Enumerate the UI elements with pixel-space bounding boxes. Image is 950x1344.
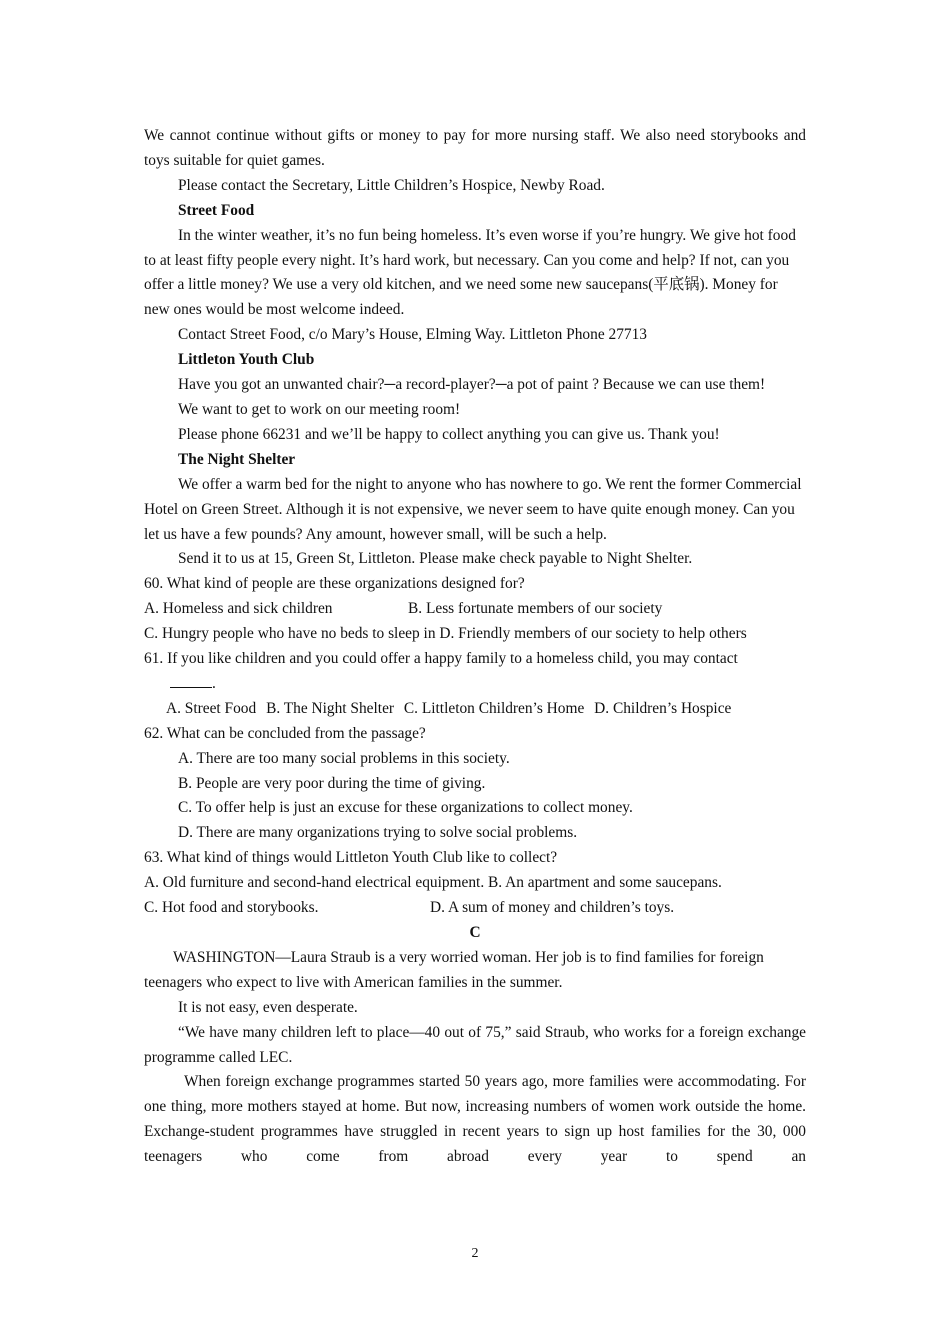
document-page [144,124,806,1170]
option-63-d: D. A sum of money and children’s toys. [430,899,675,917]
youth-club-contact: Please phone 66231 and we’ll be happy to collect anything you can give us. Thank you! [178,425,720,443]
question-60-stem: 60. What kind of people are these organizations designed for? [144,575,525,593]
question-61-text: 61. If you like children and you could offer a happy family to a homeless child, you may contact [144,650,738,668]
option-60-cd: C. Hungry people who have no beds to sleep in D. Friendly members of our society to help others [144,625,747,643]
heading-youth-club: Littleton Youth Club [178,351,315,369]
option-61-d: D. Children’s Hospice [594,699,732,717]
answer-blank [170,673,212,688]
question-61-stem [144,647,806,672]
option-60-a: A. Homeless and sick children [144,600,333,618]
hospice-paragraph: We cannot continue without gifts or money to pay for more nursing staff. We also need storybooks and toys suitable for quiet games. [144,127,806,169]
option-62-a: A. There are too many social problems in this society. [178,749,510,767]
option-62-b: B. People are very poor during the time of giving. [178,774,486,792]
option-60-b: B. Less fortunate members of our society [408,600,663,618]
passage-c-paragraph-1: WASHINGTON—Laura Straub is a very worried woman. Her job is to find families for foreign teenagers who expect to live with American families in the summer. [144,948,764,991]
street-food-paragraph: In the winter weather, it’s no fun being homeless. It’s even worse if you’re hungry. We give hot food to at least fifty people every night. It’s hard work, but necessary. Can you come and help? If not, can you offer a little money? We use a very old kitchen, and we need some new saucepans(平底锅). Money for new ones would be most welcome indeed. [144,226,796,319]
question-61-end: . [212,674,216,692]
question-61-blank-line [144,672,806,697]
question-63-options-cd [144,896,806,921]
option-61-a: A. Street Food [166,699,257,717]
passage-c-paragraph-2: It is not easy, even desperate. [178,998,358,1016]
option-61-b: B. The Night Shelter [266,699,395,717]
option-63-ab: A. Old furniture and second-hand electrical equipment. B. An apartment and some saucepans. [144,874,722,892]
question-62-stem: 62. What can be concluded from the passage? [144,724,426,742]
youth-club-line: We want to get to work on our meeting room! [178,400,461,418]
heading-night-shelter: The Night Shelter [178,450,296,468]
option-62-d: D. There are many organizations trying to solve social problems. [178,824,578,842]
option-62-c: C. To offer help is just an excuse for these organizations to collect money. [178,799,633,817]
passage-c-paragraph-4: When foreign exchange programmes started 50 years ago, more families were accommodating. For one thing, more mothers stayed at home. But now, increasing numbers of women work outside the home. Exchange-student programmes have struggled in recent years to sign up host families for the 30, 000 teenagers who come from abroad every year to spend an [144,1073,806,1166]
option-63-c: C. Hot food and storybooks. [144,899,319,917]
hospice-contact: Please contact the Secretary, Little Children’s Hospice, Newby Road. [178,176,605,194]
night-shelter-paragraph: We offer a warm bed for the night to anyone who has nowhere to go. We rent the former Commercial Hotel on Green Street. Although it is not expensive, we never seem to have quite enough money. Can you let us have a few pounds? Any amount, however small, will be such a help. [144,475,802,543]
night-shelter-contact: Send it to us at 15, Green St, Littleton. Please make check payable to Night Shelter. [178,550,693,568]
youth-club-paragraph: Have you got an unwanted chair?─a record-player?─a pot of paint ? Because we can use them! [178,376,766,394]
option-61-c: C. Littleton Children’s Home [403,699,585,717]
question-63-stem: 63. What kind of things would Littleton Youth Club like to collect? [144,849,558,867]
passage-c-paragraph-3: “We have many children left to place—40 out of 75,” said Straub, who works for a foreign exchange programme called LEC. [144,1023,806,1066]
question-60-options-ab [144,597,806,622]
page-number: 2 [471,1246,479,1261]
heading-street-food: Street Food [178,201,255,219]
section-c-heading: C [469,924,481,941]
question-61-options [144,697,806,722]
street-food-contact: Contact Street Food, c/o Mary’s House, Elming Way. Littleton Phone 27713 [178,326,647,344]
